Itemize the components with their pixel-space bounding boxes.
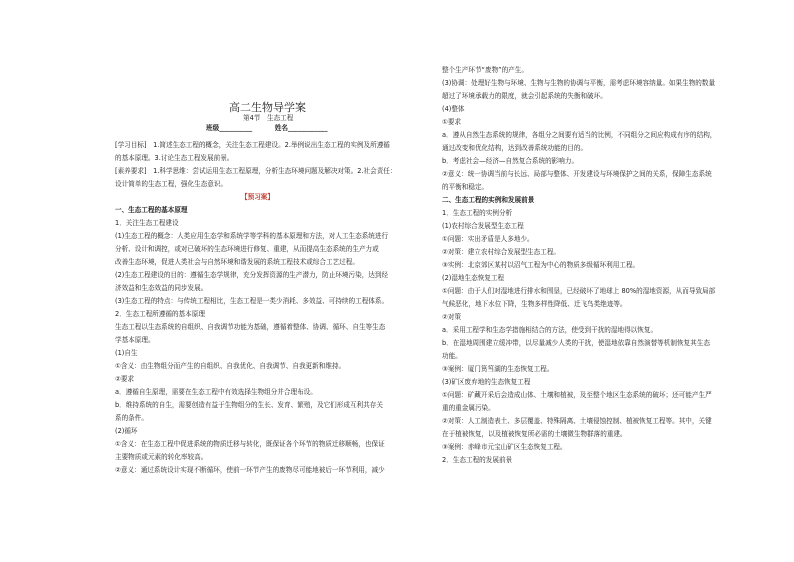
- left-text-line: 学基本原理。: [115, 336, 155, 344]
- left-text-line: 2．生态工程所遵循的基本原理: [115, 310, 205, 318]
- left-text-line: 【预习案】: [241, 193, 274, 201]
- left-text-line: 一、生态工程的基本原理: [115, 206, 188, 214]
- right-text-line: (1)农村综合发展型生态工程: [442, 222, 524, 230]
- right-text-line: ①问题：矿藏开采后会造成山体、土壤和植被，及至整个地区生态系统的破坏；还可能产生严: [442, 391, 712, 399]
- right-text-line: (3)协调：处理好生物与环境、生物与生物的协调与平衡，需考虑环境容纳量。如果生物的数量: [442, 79, 716, 87]
- left-text-line: (1)自生: [115, 349, 138, 357]
- section-heading: 第4节 生态工程: [243, 114, 294, 122]
- left-text-line: 设计简单的生态工程，强化生态意识。: [115, 180, 228, 188]
- class-label: 班级: [206, 124, 220, 132]
- class-blank[interactable]: __________: [219, 124, 253, 132]
- right-text-line: 整个生产环节“废物”的产生。: [442, 66, 528, 74]
- left-text-line: (3)生态工程的特点：与传统工程相比，生态工程是一类少消耗、多效益、可持续的工程体系。: [115, 297, 389, 305]
- right-text-line: a．采用工程学和生态学措施相结合的方法，使受到干扰的湿地得以恢复。: [442, 326, 658, 334]
- left-text-line: 改善生态环境，促进人类社会与自然环境和谐发展的系统工程技术或综合工艺过程。: [115, 258, 359, 266]
- left-text-line: 生态工程以生态系统的自组织、自我调节功能为基础，遵循着整体、协调、循环、自生等生态: [115, 323, 386, 331]
- left-text-line: ①含义：在生态工程中促进系统的物质迁移与转化，既保证各个环节的物质迁移顺畅，也保证: [115, 440, 385, 448]
- left-text-line: b．维持系统的自生，需要创造有益于生物组分的生长、发育、繁殖，及它们形成互利共存关: [115, 401, 383, 409]
- left-text-line: 主要物质或元素的转化率较高。: [115, 453, 208, 461]
- right-text-line: ①问题：由于人们对湿地进行排水和围垦，已经破坏了地球上 80%的湿地资源，从而导致局部: [442, 287, 716, 295]
- page-title: 高二生物导学案: [229, 101, 306, 114]
- left-text-line: ②要求: [115, 375, 135, 383]
- right-text-line: a．遵从自然生态系统的规律，各组分之间要有适当的比例，不同组分之间应构成有序的结构，: [442, 131, 717, 139]
- right-text-line: ①问题：实出矛盾是人多地少。: [442, 235, 534, 243]
- right-text-line: 1．生态工程的实例分析: [442, 209, 513, 217]
- left-text-line: a．遵循自生原理，需要在生态工程中有效选择生物组分并合理布设。: [115, 388, 317, 396]
- right-text-line: b．在湿地周围建立缓冲带，以尽量减少人类的干扰，使湿地依靠自然演替等机制恢复其生态: [442, 339, 710, 347]
- left-text-line: 济效益和生态效益的同步发展。: [115, 284, 208, 292]
- name-blank[interactable]: ____________: [287, 124, 328, 132]
- right-text-line: ②对策: [442, 313, 462, 321]
- left-text-line: 1．关注生态工程建设: [115, 219, 179, 227]
- left-text-line: ②意义：通过系统设计实现不断循环，使前一环节产生的废物尽可能地被后一环节利用，减少: [115, 466, 385, 474]
- left-text-line: 分析、设计和调控，或对已破坏的生态环境进行修复、重建，从而提高生态系统的生产力或: [115, 245, 379, 253]
- left-text-line: (2)生态工程建设的目的：遵循生态学规律，充分发挥资源的生产潜力，防止环境污染，达到经: [115, 271, 389, 279]
- right-text-line: 功能。: [442, 352, 462, 360]
- left-text-line: [素养要求] 1.科学思维：尝试运用生态工程原理，分析生态环境问题及解决对策。2.社会责任：: [115, 167, 397, 175]
- right-text-line: ③案例：厦门筼筜湖的生态恢复工程。: [442, 365, 554, 373]
- class-name-line: [206, 124, 328, 132]
- left-text-line: 的基本原理。3.讨论生态工程发展前景。: [115, 154, 234, 162]
- right-text-line: ③实例：北京郊区某村以沼气工程为中心的物质多级循环利用工程。: [442, 261, 640, 269]
- right-text-line: ③案例：赤峰市元宝山矿区生态恢复工程。: [442, 443, 567, 451]
- right-text-line: (4)整体: [442, 105, 465, 113]
- left-text-line: (2)循环: [115, 427, 138, 435]
- right-text-line: (2)湿地生态恢复工程: [442, 274, 505, 282]
- right-text-line: (3)矿区废弃地的生态恢复工程: [442, 378, 531, 386]
- right-text-line: 通过改变和优化结构，达到改善系统功能的目的。: [442, 144, 588, 152]
- left-text-line: ①含义：由生物组分而产生的自组织、自我优化、自我调节、自我更新和维持。: [115, 362, 346, 370]
- right-text-line: ②对策：建立农村综合发展型生态工程。: [442, 248, 561, 256]
- right-text-line: 二、生态工程的实例和发展前景: [442, 196, 535, 204]
- right-text-line: ①要求: [442, 118, 462, 126]
- right-text-line: 的平衡和稳定。: [442, 183, 489, 191]
- right-text-line: 超过了环境承载力的限度，就会引起系统的失衡和破坏。: [442, 92, 607, 100]
- right-text-line: 重的重金属污染。: [442, 404, 495, 412]
- right-text-line: ②对策：人工制造表土、多层覆盖、特殊隔离、土壤侵蚀控制、植被恢复工程等。其中，关键: [442, 417, 712, 425]
- right-text-line: 气候恶化，地下水位下降，生物多样性降低、迁飞鸟类绝迹等。: [442, 300, 627, 308]
- right-text-line: b．考虑社会—经济—自然复合系统的影响力。: [442, 157, 579, 165]
- right-text-line: 在于植被恢复，以及植被恢复所必需的土壤微生物群落的重建。: [442, 430, 627, 438]
- right-text-line: 2．生态工程的发展前景: [442, 456, 513, 464]
- left-text-line: 系的条件。: [115, 414, 148, 422]
- name-label: 姓名: [274, 124, 288, 132]
- left-text-line: [学习目标] 1.简述生态工程的概念，关注生态工程建设。2.举例说出生态工程的实例及所遵循: [115, 141, 390, 149]
- left-text-line: (1)生态工程的概念：人类应用生态学和系统学等学科的基本原理和方法，对人工生态系统进行: [115, 232, 389, 240]
- right-text-line: ②意义：统一协调当前与长远、局部与整体、开发建设与环境保护之间的关系，保障生态系统: [442, 170, 712, 178]
